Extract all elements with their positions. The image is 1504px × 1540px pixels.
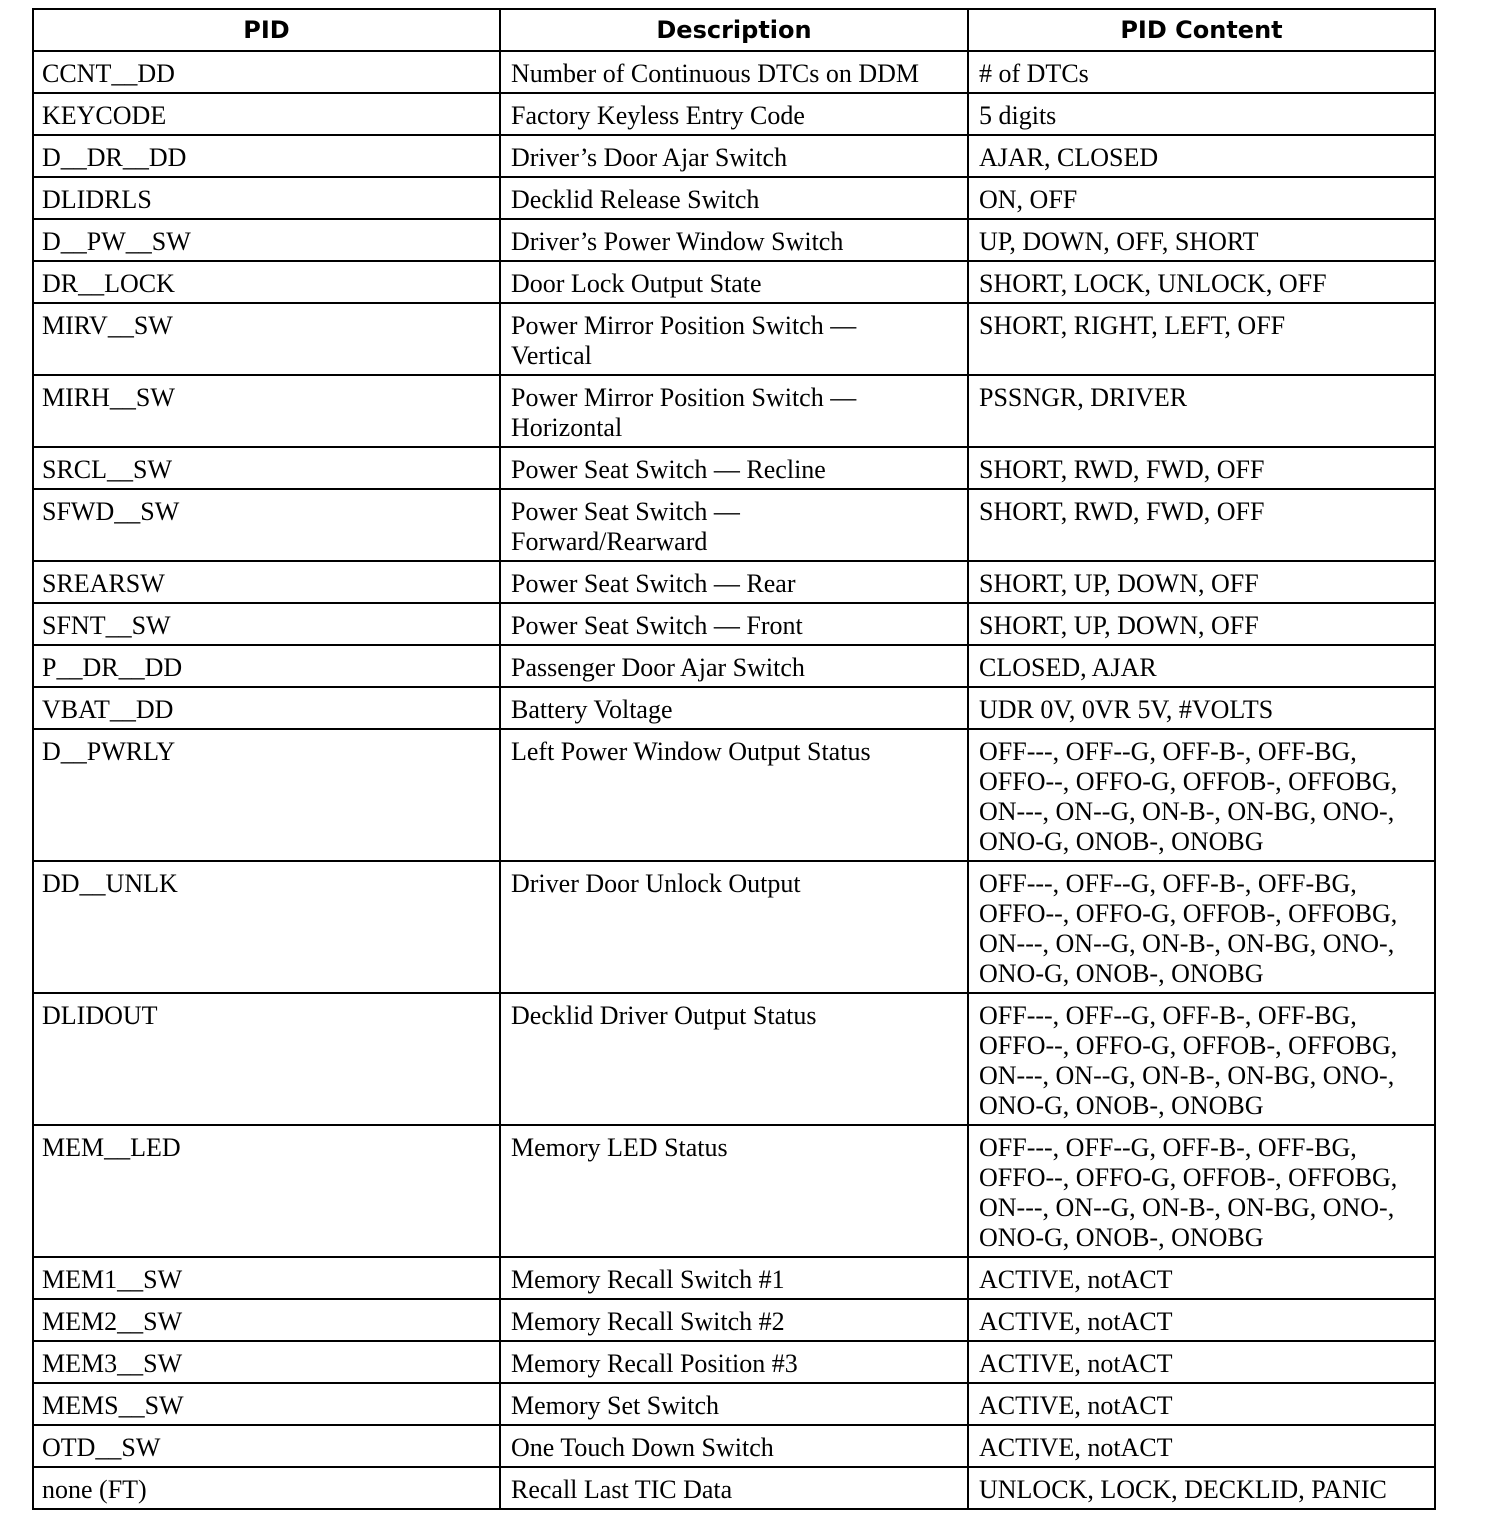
description-cell: Power Mirror Position Switch — Horizontal: [500, 375, 968, 447]
table-row: [33, 561, 1435, 603]
content-cell: ACTIVE, notACT: [968, 1425, 1435, 1467]
description-cell: Decklid Release Switch: [500, 177, 968, 219]
description-cell: One Touch Down Switch: [500, 1425, 968, 1467]
pid-cell: OTD__SW: [33, 1425, 500, 1467]
table-row: [33, 261, 1435, 303]
description-cell: Driver Door Unlock Output: [500, 861, 968, 993]
content-cell: SHORT, RWD, FWD, OFF: [968, 489, 1435, 561]
description-cell: Memory Recall Switch #2: [500, 1299, 968, 1341]
pid-cell: P__DR__DD: [33, 645, 500, 687]
pid-cell: SRCL__SW: [33, 447, 500, 489]
content-cell: ACTIVE, notACT: [968, 1383, 1435, 1425]
content-cell: OFF---, OFF--G, OFF-B-, OFF-BG, OFFO--, OFFO-G, OFFOB-, OFFOBG, ON---, ON--G, ON-B-, ON-BG, ONO-, ONO-G, ONOB-, ONOBG: [968, 729, 1435, 861]
content-cell: UDR 0V, 0VR 5V, #VOLTS: [968, 687, 1435, 729]
content-cell: ON, OFF: [968, 177, 1435, 219]
table-row: [33, 603, 1435, 645]
pid-cell: D__DR__DD: [33, 135, 500, 177]
description-cell: Recall Last TIC Data: [500, 1467, 968, 1509]
content-cell: # of DTCs: [968, 51, 1435, 93]
table-row: [33, 861, 1435, 993]
table-row: [33, 1383, 1435, 1425]
table-row: [33, 489, 1435, 561]
description-cell: Power Seat Switch — Forward/Rearward: [500, 489, 968, 561]
description-cell: Battery Voltage: [500, 687, 968, 729]
table-row: [33, 1467, 1435, 1509]
table-row: [33, 177, 1435, 219]
header-row: [33, 9, 1435, 51]
content-cell: UP, DOWN, OFF, SHORT: [968, 219, 1435, 261]
description-cell: Power Seat Switch — Recline: [500, 447, 968, 489]
pid-cell: MEM__LED: [33, 1125, 500, 1257]
description-cell: Left Power Window Output Status: [500, 729, 968, 861]
header-pid: PID: [33, 9, 500, 51]
table-row: [33, 51, 1435, 93]
pid-cell: D__PW__SW: [33, 219, 500, 261]
content-cell: SHORT, LOCK, UNLOCK, OFF: [968, 261, 1435, 303]
table-row: [33, 645, 1435, 687]
content-cell: 5 digits: [968, 93, 1435, 135]
description-cell: Driver’s Power Window Switch: [500, 219, 968, 261]
table-row: [33, 1257, 1435, 1299]
pid-cell: MIRV__SW: [33, 303, 500, 375]
pid-cell: VBAT__DD: [33, 687, 500, 729]
content-cell: ACTIVE, notACT: [968, 1299, 1435, 1341]
content-cell: UNLOCK, LOCK, DECKLID, PANIC: [968, 1467, 1435, 1509]
content-cell: OFF---, OFF--G, OFF-B-, OFF-BG, OFFO--, OFFO-G, OFFOB-, OFFOBG, ON---, ON--G, ON-B-, ON-BG, ONO-, ONO-G, ONOB-, ONOBG: [968, 993, 1435, 1125]
description-cell: Decklid Driver Output Status: [500, 993, 968, 1125]
description-cell: Driver’s Door Ajar Switch: [500, 135, 968, 177]
table-row: [33, 1425, 1435, 1467]
description-cell: Memory Recall Switch #1: [500, 1257, 968, 1299]
pid-cell: SFNT__SW: [33, 603, 500, 645]
pid-cell: none (FT): [33, 1467, 500, 1509]
table-row: [33, 303, 1435, 375]
pid-table: [32, 8, 1436, 1510]
description-cell: Memory LED Status: [500, 1125, 968, 1257]
content-cell: SHORT, RWD, FWD, OFF: [968, 447, 1435, 489]
pid-cell: MEMS__SW: [33, 1383, 500, 1425]
table-row: [33, 135, 1435, 177]
pid-cell: MEM2__SW: [33, 1299, 500, 1341]
pid-cell: SFWD__SW: [33, 489, 500, 561]
description-cell: Door Lock Output State: [500, 261, 968, 303]
description-cell: Passenger Door Ajar Switch: [500, 645, 968, 687]
table-body: [33, 51, 1435, 1509]
content-cell: SHORT, RIGHT, LEFT, OFF: [968, 303, 1435, 375]
pid-cell: DR__LOCK: [33, 261, 500, 303]
content-cell: OFF---, OFF--G, OFF-B-, OFF-BG, OFFO--, OFFO-G, OFFOB-, OFFOBG, ON---, ON--G, ON-B-, ON-BG, ONO-, ONO-G, ONOB-, ONOBG: [968, 861, 1435, 993]
table-row: [33, 687, 1435, 729]
description-cell: Power Seat Switch — Front: [500, 603, 968, 645]
pid-cell: MIRH__SW: [33, 375, 500, 447]
content-cell: ACTIVE, notACT: [968, 1341, 1435, 1383]
document-page: [32, 8, 1434, 1510]
table-row: [33, 93, 1435, 135]
pid-cell: DLIDRLS: [33, 177, 500, 219]
table-row: [33, 219, 1435, 261]
content-cell: SHORT, UP, DOWN, OFF: [968, 561, 1435, 603]
content-cell: CLOSED, AJAR: [968, 645, 1435, 687]
table-row: [33, 447, 1435, 489]
pid-cell: MEM1__SW: [33, 1257, 500, 1299]
pid-cell: SREARSW: [33, 561, 500, 603]
content-cell: SHORT, UP, DOWN, OFF: [968, 603, 1435, 645]
table-row: [33, 375, 1435, 447]
header-content: PID Content: [968, 9, 1435, 51]
description-cell: Power Mirror Position Switch — Vertical: [500, 303, 968, 375]
content-cell: PSSNGR, DRIVER: [968, 375, 1435, 447]
description-cell: Power Seat Switch — Rear: [500, 561, 968, 603]
description-cell: Number of Continuous DTCs on DDM: [500, 51, 968, 93]
table-row: [33, 993, 1435, 1125]
content-cell: OFF---, OFF--G, OFF-B-, OFF-BG, OFFO--, OFFO-G, OFFOB-, OFFOBG, ON---, ON--G, ON-B-, ON-BG, ONO-, ONO-G, ONOB-, ONOBG: [968, 1125, 1435, 1257]
description-cell: Factory Keyless Entry Code: [500, 93, 968, 135]
pid-cell: MEM3__SW: [33, 1341, 500, 1383]
description-cell: Memory Recall Position #3: [500, 1341, 968, 1383]
table-row: [33, 729, 1435, 861]
table-row: [33, 1299, 1435, 1341]
description-cell: Memory Set Switch: [500, 1383, 968, 1425]
content-cell: AJAR, CLOSED: [968, 135, 1435, 177]
content-cell: ACTIVE, notACT: [968, 1257, 1435, 1299]
header-description: Description: [500, 9, 968, 51]
pid-cell: DD__UNLK: [33, 861, 500, 993]
pid-cell: DLIDOUT: [33, 993, 500, 1125]
table-row: [33, 1341, 1435, 1383]
pid-cell: CCNT__DD: [33, 51, 500, 93]
table-row: [33, 1125, 1435, 1257]
pid-cell: KEYCODE: [33, 93, 500, 135]
pid-cell: D__PWRLY: [33, 729, 500, 861]
